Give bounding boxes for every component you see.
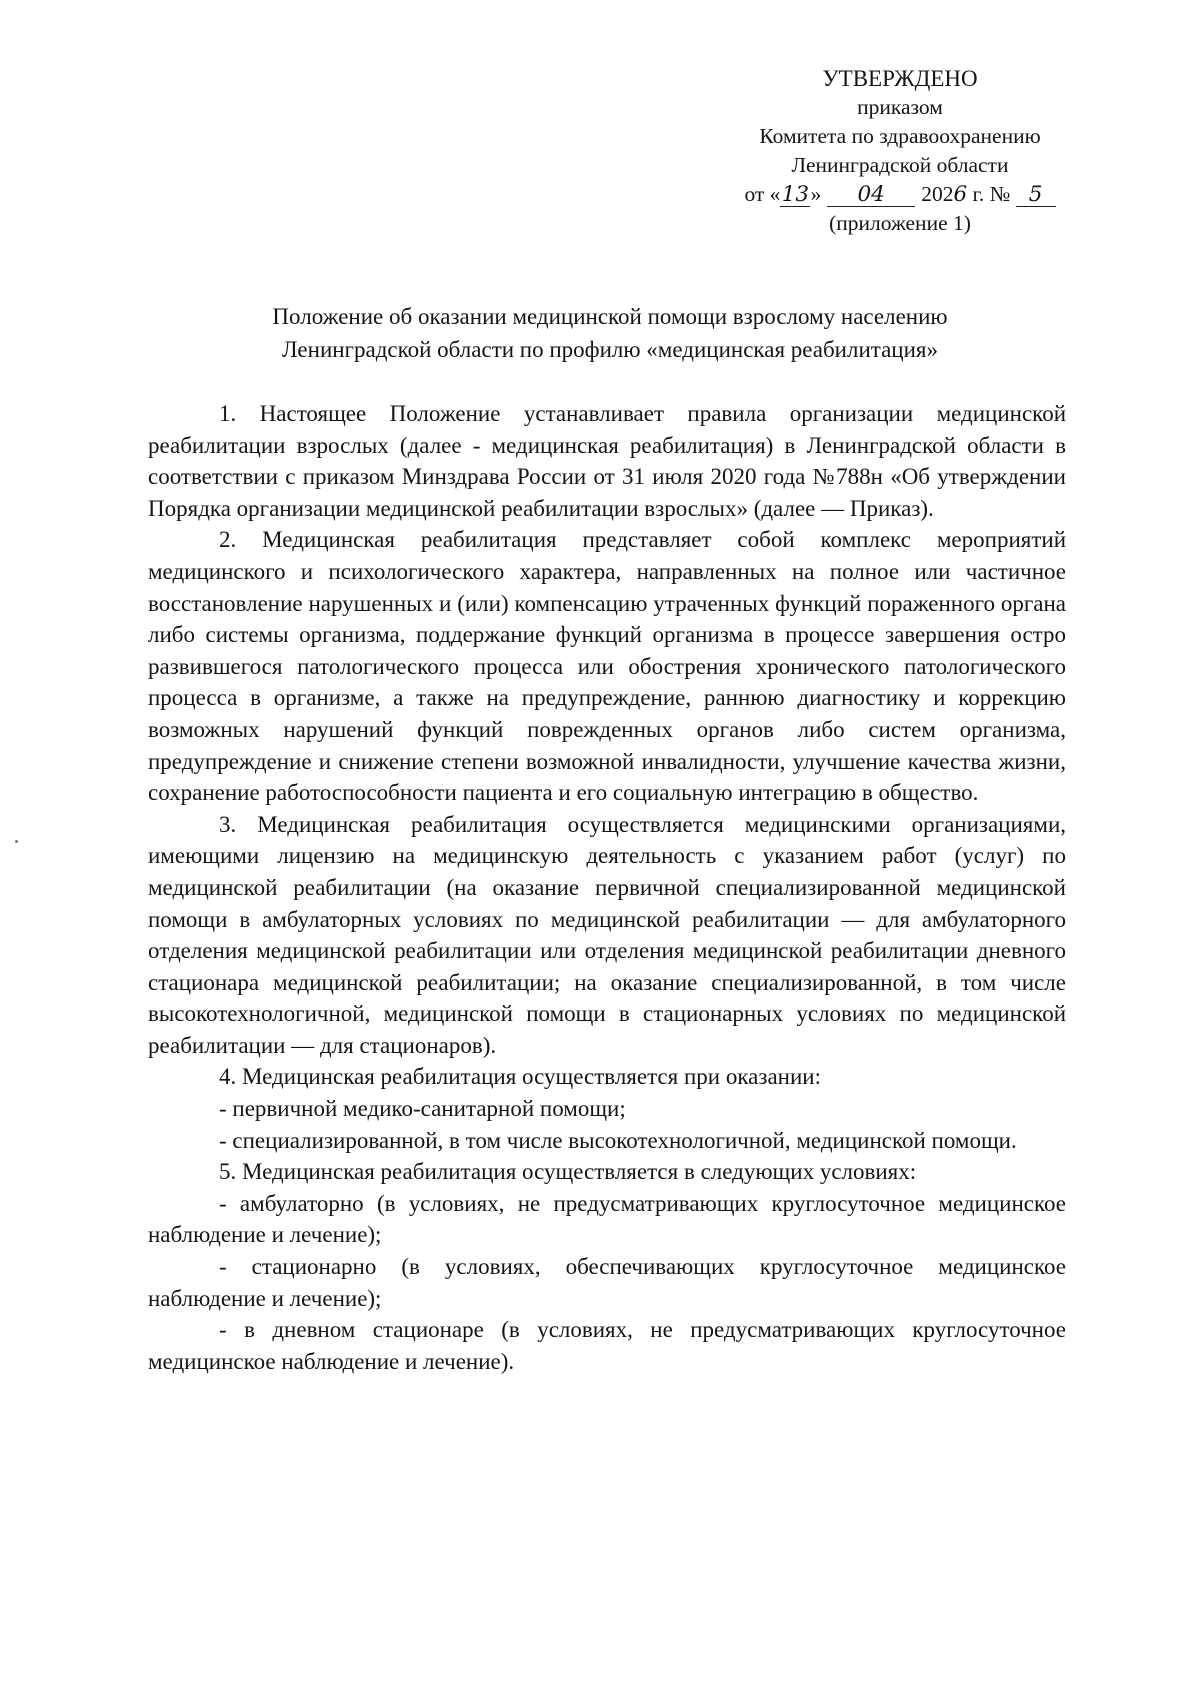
approval-block	[700, 64, 1100, 238]
paragraph-4-dash-1: - первичной медико-санитарной помощи;	[219, 1096, 626, 1122]
document-body	[148, 398, 1066, 1377]
paragraph-3: 3. Медицинская реабилитация осуществляется медицинскими организациями, имеющими лицензию на медицинскую деятельность с указанием работ (услуг) по медицинской реабилитации (на оказание первичной специализированной медицинской помощи в амбулаторных условиях по медицинской реабилитации — для амбулаторного отделения медицинской реабилитации или отделения медицинской реабилитации дневного стационара медицинской реабилитации; на оказание специализированной, в том числе высокотехнологичной, медицинской помощи в стационарных условиях по медицинской реабилитации — для стационаров).	[148, 811, 1066, 1058]
paragraph-5-dash-2: - стационарно (в условиях, обеспечивающих круглосуточное медицинское наблюдение и лечение);	[148, 1254, 1066, 1311]
date-prefix: от «	[744, 182, 781, 206]
paragraph-1: 1. Настоящее Положение устанавливает правила организации медицинской реабилитации взрослых (далее - медицинская реабилитация) в Ленинградской области в соответствии с приказом Минздрава России от 31 июля 2020 года №788н «Об утверждении Порядка организации медицинской реабилитации взрослых» (далее — Приказ).	[148, 401, 1066, 521]
paragraph-4: 4. Медицинская реабилитация осуществляется при оказании:	[219, 1064, 821, 1090]
paragraph-5-dash-3: - в дневном стационаре (в условиях, не предусматривающих круглосуточное медицинское наблюдение и лечение).	[148, 1317, 1066, 1374]
approval-date-line	[700, 180, 1100, 209]
approval-region: Ленинградской области	[791, 153, 1009, 177]
date-year-handwritten-digit: 6	[953, 182, 968, 207]
paragraph-4-dash-2: - специализированной, в том числе высокотехнологичной, медицинской помощи.	[219, 1127, 1017, 1153]
approval-by-order: приказом	[857, 95, 943, 119]
date-day-handwritten: 13	[781, 182, 810, 207]
scan-speck	[15, 840, 18, 843]
date-year-suffix: г. №	[967, 182, 1016, 206]
date-quote-close: »	[810, 182, 822, 206]
title-line-1: Положение об оказании медицинской помощи взрослому населению	[272, 304, 948, 329]
order-number-handwritten: 5	[1016, 184, 1056, 207]
approval-heading: УТВЕРЖДЕНО	[822, 66, 978, 91]
title-line-2: Ленинградской области по профилю «медицинская реабилитация»	[281, 337, 939, 362]
paragraph-5: 5. Медицинская реабилитация осуществляется в следующих условиях:	[219, 1159, 917, 1185]
date-year-start: 202	[921, 182, 954, 206]
date-month-handwritten: 04	[827, 184, 915, 207]
approval-committee: Комитета по здравоохранению	[759, 124, 1041, 148]
paragraph-2: 2. Медицинская реабилитация представляет собой комплекс мероприятий медицинского и психологического характера, направленных на полное или частичное восстановление нарушенных и (или) компенсацию утраченных функций пораженного органа либо системы организма, поддержание функций организма в процессе завершения остро развившегося патологического процесса или обострения хронического патологического процесса в организме, а также на предупреждение, раннюю диагностику и коррекцию возможных нарушений функций поврежденных органов либо систем организма, предупреждение и снижение степени возможной инвалидности, улучшение качества жизни, сохранение работоспособности пациента и его социальную интеграцию в общество.	[148, 527, 1066, 806]
document-title	[150, 300, 1070, 366]
approval-appendix: (приложение 1)	[829, 211, 971, 235]
paragraph-5-dash-1: - амбулаторно (в условиях, не предусматривающих круглосуточное медицинское наблюдение и лечение);	[148, 1190, 1066, 1248]
